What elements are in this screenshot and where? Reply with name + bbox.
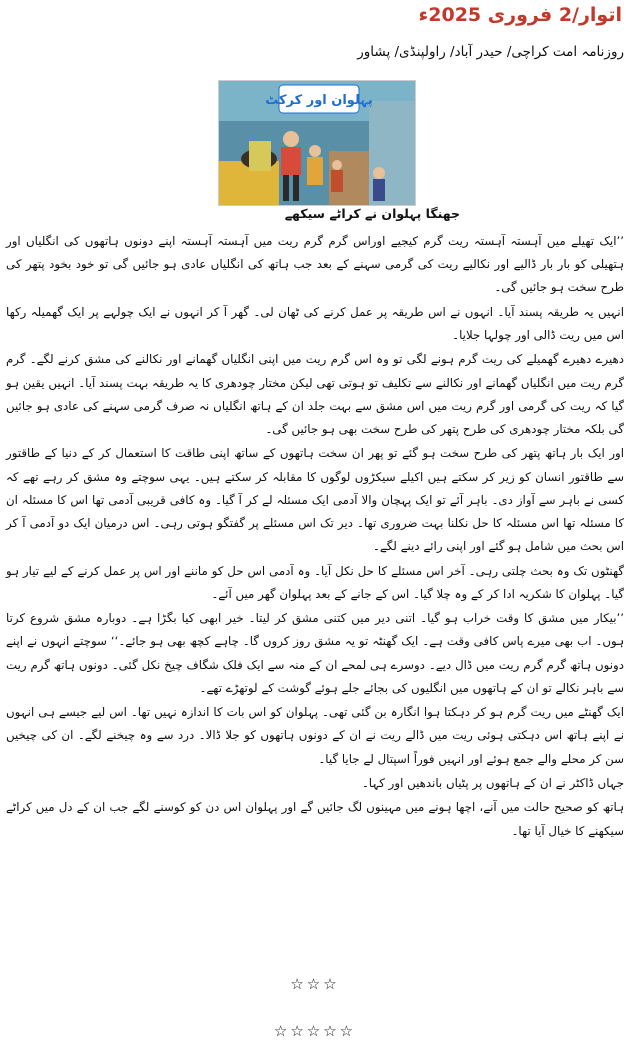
story-body xyxy=(6,230,624,844)
publication-date: اتوار/2 فروری 2025ء xyxy=(418,4,622,26)
star-divider-small: ☆☆☆ xyxy=(290,975,340,993)
story-illustration xyxy=(218,80,416,206)
paragraph: جہاں ڈاکٹر نے ان کے ہاتھوں پر پٹیاں باندھیں اور کہا۔ xyxy=(361,775,624,790)
paragraph: دھیرے دھیرے گھمیلے کی ریت گرم ہونے لگی تو وہ اس گرم ریت میں اپنی انگلیاں گھمانے اور نکالنے کی مشق کرنے لگے۔ گرم گرم ریت میں انگلیاں گھمانے اور نکالنے سے تکلیف تو ہوتی تھی لیکن مختار چودھری کا یہ طریقہ بہت پسند آیا۔ انہیں یقین ہو گیا کہ ریت کی گرمی اور گرم ریت میں اس مشق سے بہت جلد ان کے ہاتھ انگلیاں نہ صرف گرمی سہنے کی عادی ہو جائیں گی بلکہ مختار چودھری کی طرح پتھر کی طرح سخت بھی ہو جائیں گی۔ xyxy=(6,352,624,436)
paragraph: ایک گھنٹے میں ریت گرم ہو کر دہکتا ہوا انگارہ بن گئی تھی۔ پہلوان کو اس بات کا اندازہ نہیں تھا۔ اس لیے جیسے ہی انہوں نے اپنے ہاتھ اس دہکتی ہوئی ریت میں ڈالے ریت نے ان کے دونوں ہاتھوں کو جلا ڈالا۔ درد سے وہ چیخنے لگے۔ ان کی چیخیں سن کر محلے والے جمع ہوئے اور انہیں فوراً اسپتال لے جایا گیا۔ xyxy=(6,705,624,766)
newspaper-source: روزنامہ امت کراچی/ حیدر آباد/ راولپنڈی/ پشاور xyxy=(357,44,624,60)
paragraph: ہاتھ کو صحیح حالت میں آنے، اچھا ہونے میں مہینوں لگ جائیں گے اور پہلوان اس دن کو کوسنے لگے جب ان کے دل میں کراٹے سیکھنے کا خیال آیا تھا۔ xyxy=(6,800,624,838)
star-divider-large: ☆☆☆☆☆ xyxy=(273,1022,357,1040)
illustration-art xyxy=(219,81,415,205)
paragraph: گھنٹوں تک وہ بحث چلتی رہی۔ آخر اس مسئلے کا حل نکل آیا۔ وہ آدمی اس حل کو ماننے اور اس پر عمل کرنے کے لیے تیار ہو گیا۔ پہلوان کا شکریہ ادا کر کے وہ چلا گیا۔ اس کے جانے کے بعد پہلوان گھر میں آئے۔ xyxy=(6,563,624,601)
paragraph: ’’بیکار میں مشق کا وقت خراب ہو گیا۔ اتنی دیر میں کتنی مشق کر لیتا۔ خیر ابھی کیا بگڑا ہے۔ دوبارہ مشق شروع کرتا ہوں۔ اب بھی میرے پاس کافی وقت ہے۔ ایک گھنٹہ تو یہ مشق روز کروں گا۔ چاہے کچھ بھی ہو جائے۔‘‘ سوچتے انہوں نے اپنے دونوں ہاتھ گرم گرم ریت میں ڈال دیے۔ دوسرے ہی لمحے ان کے منہ سے ایک فلک شگاف چیخ نکل گئی۔ دونوں ہاتھ گرم ریت سے باہر نکالے تو ان کے ہاتھوں میں انگلیوں کی بجائے جلے ہوئے گوشت کے لوتھڑے تھے۔ xyxy=(6,611,624,695)
illustration-title: پہلوان اور کرکٹ xyxy=(265,93,373,108)
paragraph: اور ایک بار ہاتھ پتھر کی طرح سخت ہو گئے تو پھر ان سخت ہاتھوں کے ساتھ اپنی طاقت کا استعمال کر کے دنیا کے طاقتور سے طاقتور انسان کو زیر کر سکتے ہیں اکیلے سیکڑوں لوگوں کا مقابلہ کر سکتے ہیں۔ یہی سوچتے وہ مشق کر رہے تھے کہ کسی نے باہر سے آواز دی۔ باہر آئے تو ایک پہچان والا آدمی ایک مسئلہ لے کر آ گیا۔ وہ کافی قریبی آدمی تھا اس کا مسئلہ ان کا مسئلہ تھا اس مسئلہ کا حل نکلنا بہت ضروری تھا۔ دیر تک اس مسئلے پر گفتگو ہوتی رہی۔ اس درمیان ایک دو آدمی آ کر اس بحث میں شامل ہو گئے اور اپنی رائے دینے لگے۔ xyxy=(6,446,624,554)
paragraph: ’’ایک تھیلے میں آہستہ آہستہ ریت گرم کیجیے اوراس گرم گرم ریت میں آہستہ آہستہ اپنے دونوں ہاتھوں کی انگلیاں اور ہتھیلی کو بار بار ڈالیے اور نکالیے ریت کی گرمی سہنے کے بعد جب ہاتھ کی انگلیاں عادی ہو جائیں گی تو خود بخود پتھر کی طرح سخت ہو جائیں گی۔ xyxy=(6,234,624,295)
paragraph: انہیں یہ طریقہ پسند آیا۔ انہوں نے اس طریقہ پر عمل کرنے کی ٹھان لی۔ گھر آ کر انہوں نے ایک چولہے پر ایک گھمیلہ رکھا اس میں ریت ڈالی اور چولہا جلایا۔ xyxy=(6,304,624,342)
story-headline: جھنگا پہلوان نے کراٹے سیکھے xyxy=(284,206,460,221)
